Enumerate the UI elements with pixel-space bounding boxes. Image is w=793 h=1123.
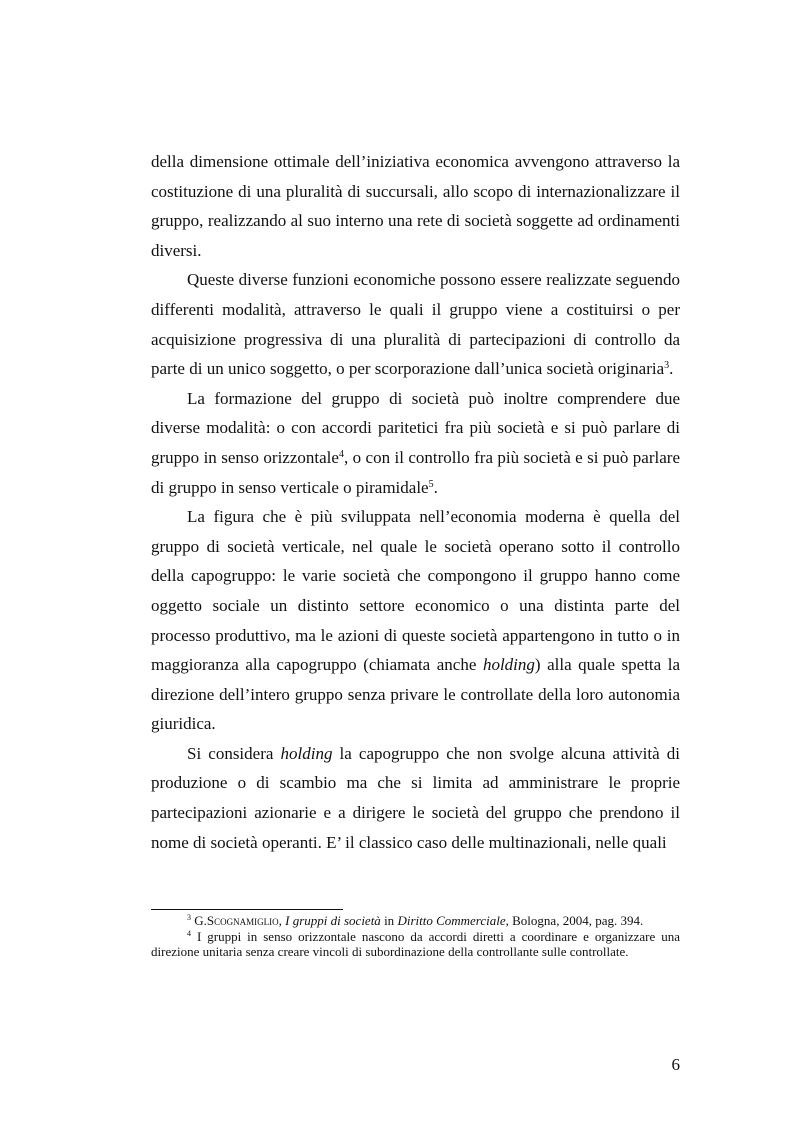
paragraph-5-part-b: la capogruppo che non svolge alcuna attività di produzione o di scambio ma che si limita ad amministrare le proprie partecipazioni azionarie e a dirigere le società del gruppo che prendono il nome di società operanti. E’ il classico caso delle multinazionali, nelle quali [151,743,680,852]
paragraph-4-part-b: ) alla quale spetta la direzione dell’intero gruppo senza privare le controllate della loro autonomia giuridica. [151,655,680,734]
paragraph-3-part-b: , o con il controllo fra più società e si può parlare di gruppo in senso verticale o piramidale [151,447,680,497]
footnote-ref-3: 3 [664,360,670,372]
paragraph-3-part-a: La formazione del gruppo di società può inoltre comprendere due diverse modalità: o con accordi paritetici fra più società e si può parlare di gruppo in senso orizzontale [151,388,680,467]
footnotes [151,913,680,960]
paragraph-3 [151,384,680,502]
paragraph-4-part-a: La figura che è più sviluppata nell’economia moderna è quella del gruppo di società verticale, nel quale le società operano sotto il controllo della capogruppo: le varie società che compongono il gruppo hanno come oggetto sociale un distinto settore economico o una distinta parte del processo produttivo, ma le azioni di queste società appartengono in tutto o in maggioranza alla capogruppo (chiamata anche [151,507,680,675]
paragraph-2-end: . [669,359,674,379]
footnote-3-work: Diritto Commerciale [397,913,506,928]
footnote-3-number: 3 [187,913,191,922]
paragraph-2-text: Queste diverse funzioni economiche possono essere realizzate seguendo differenti modalità, attraverso le quali il gruppo viene a costituirsi o per acquisizione progressiva di una pluralità di partecipazioni di controllo da parte di un unico soggetto, o per scorporazione dall’unica società originaria [151,270,680,379]
footnote-ref-4: 4 [338,448,344,460]
footnote-3 [151,913,680,929]
page-number: 6 [671,1055,680,1074]
footnote-3-author-initial: G.S [194,913,215,928]
paragraph-5-italic-term: holding [280,743,333,763]
paragraph-3-end: . [433,477,438,497]
footnote-3-rest: , Bologna, 2004, pag. 394. [505,913,644,928]
footnote-divider [151,909,343,910]
footnote-ref-5: 5 [428,478,434,490]
footnote-3-author-rest: cognamiglio, [214,913,282,928]
paragraph-2 [151,265,680,383]
footnote-3-in: in [380,913,398,928]
footnote-4-text: I gruppi in senso orizzontale nascono da accordi diretti a coordinare e organizzare una direzione unitaria senza creare vincoli di subordinazione della controllante sulle controllate. [151,928,680,959]
footnote-3-title: I gruppi di società [285,913,381,928]
paragraph-5-part-a: Si considera [187,743,281,763]
footnote-4-number: 4 [187,928,191,938]
paragraph-4 [151,502,680,739]
main-text [151,147,680,857]
paragraph-4-italic-term: holding [482,655,535,675]
footnote-4 [151,929,680,960]
paragraph-1: della dimensione ottimale dell’iniziativa economica avvengono attraverso la costituzione di una pluralità di succursali, allo scopo di internazionalizzare il gruppo, realizzando al suo interno una rete di società soggette ad ordinamenti diversi. [151,152,680,260]
paragraph-5 [151,739,680,857]
